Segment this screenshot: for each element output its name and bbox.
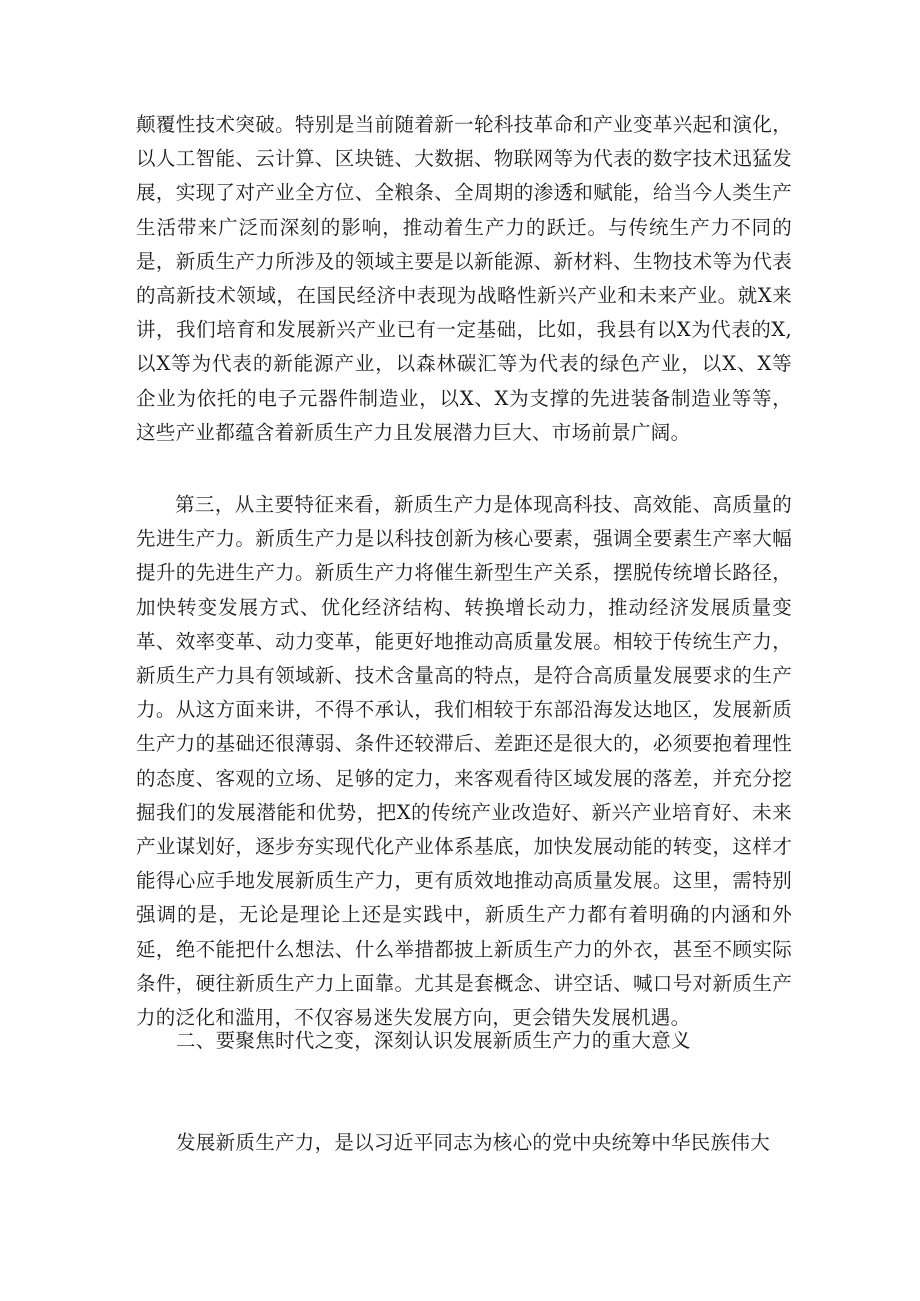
paragraph-third-characteristics: 第三，从主要特征来看，新质生产力是体现高科技、高效能、高质量的先进生产力。新质生产力是以科技创新为核心要素，强调全要素生产率大幅提升的先进生产力。新质生产力将催生新型生产关系，摆脱传统增长路径，加快转变发展方式、优化经济结构、转换增长动力，推动经济发展质量变革、效率变革、动力变革，能更好地推动高质量发展。相较于传统生产力，新质生产力具有领域新、技术含量高的特点，是符合高质量发展要求的生产力。从这方面来讲，不得不承认，我们相较于东部沿海发达地区，发展新质生产力的基础还很薄弱、条件还较滞后、差距还是很大的，必须要抱着理性的态度、客观的立场、足够的定力，来客观看待区域发展的落差，并充分挖掘我们的发展潜能和优势，把X的传统产业改造好、新兴产业培育好、未来产业谋划好，逐步夯实现代化产业体系基底，加快发展动能的转变，这样才能得心应手地发展新质生产力，更有质效地推动高质量发展。这里，需特别强调的是，无论是理论上还是实践中，新质生产力都有着明确的内涵和外延，绝不能把什么想法、什么举措都披上新质生产力的外衣，甚至不顾实际条件，硬往新质生产力上面靠。尤其是套概念、讲空话、喊口号对新质生产力的泛化和滥用，不仅容易迷失发展方向，更会错失发展机遇。	[136, 493, 792, 1030]
section-heading: 二、要聚焦时代之变，深刻认识发展新质生产力的重大意义	[176, 1029, 691, 1052]
paragraph-continuation: 颠覆性技术突破。特别是当前随着新一轮科技革命和产业变革兴起和演化，以人工智能、云计算、区块链、大数据、物联网等为代表的数字技术迅猛发展，实现了对产业全方位、全粮条、全周期的渗透和赋能，给当今人类生产生活带来广泛而深刻的影响，推动着生产力的跃迁。与传统生产力不同的是，新质生产力所涉及的领域主要是以新能源、新材料、生物技术等为代表的高新技术领域，在国民经济中表现为战略性新兴产业和未来产业。就X来讲，我们培育和发展新兴产业已有一定基础，比如，我县有以X为代表的X,以X等为代表的新能源产业，以森林碳汇等为代表的绿色产业，以X、X等企业为依托的电子元器件制造业，以X、X为支撑的先进装备制造业等等，这些产业都蕴含着新质生产力且发展潜力巨大、市场前景广阔。	[136, 113, 792, 444]
paragraph-next: 发展新质生产力，是以习近平同志为核心的党中央统筹中华民族伟大	[176, 1131, 771, 1154]
